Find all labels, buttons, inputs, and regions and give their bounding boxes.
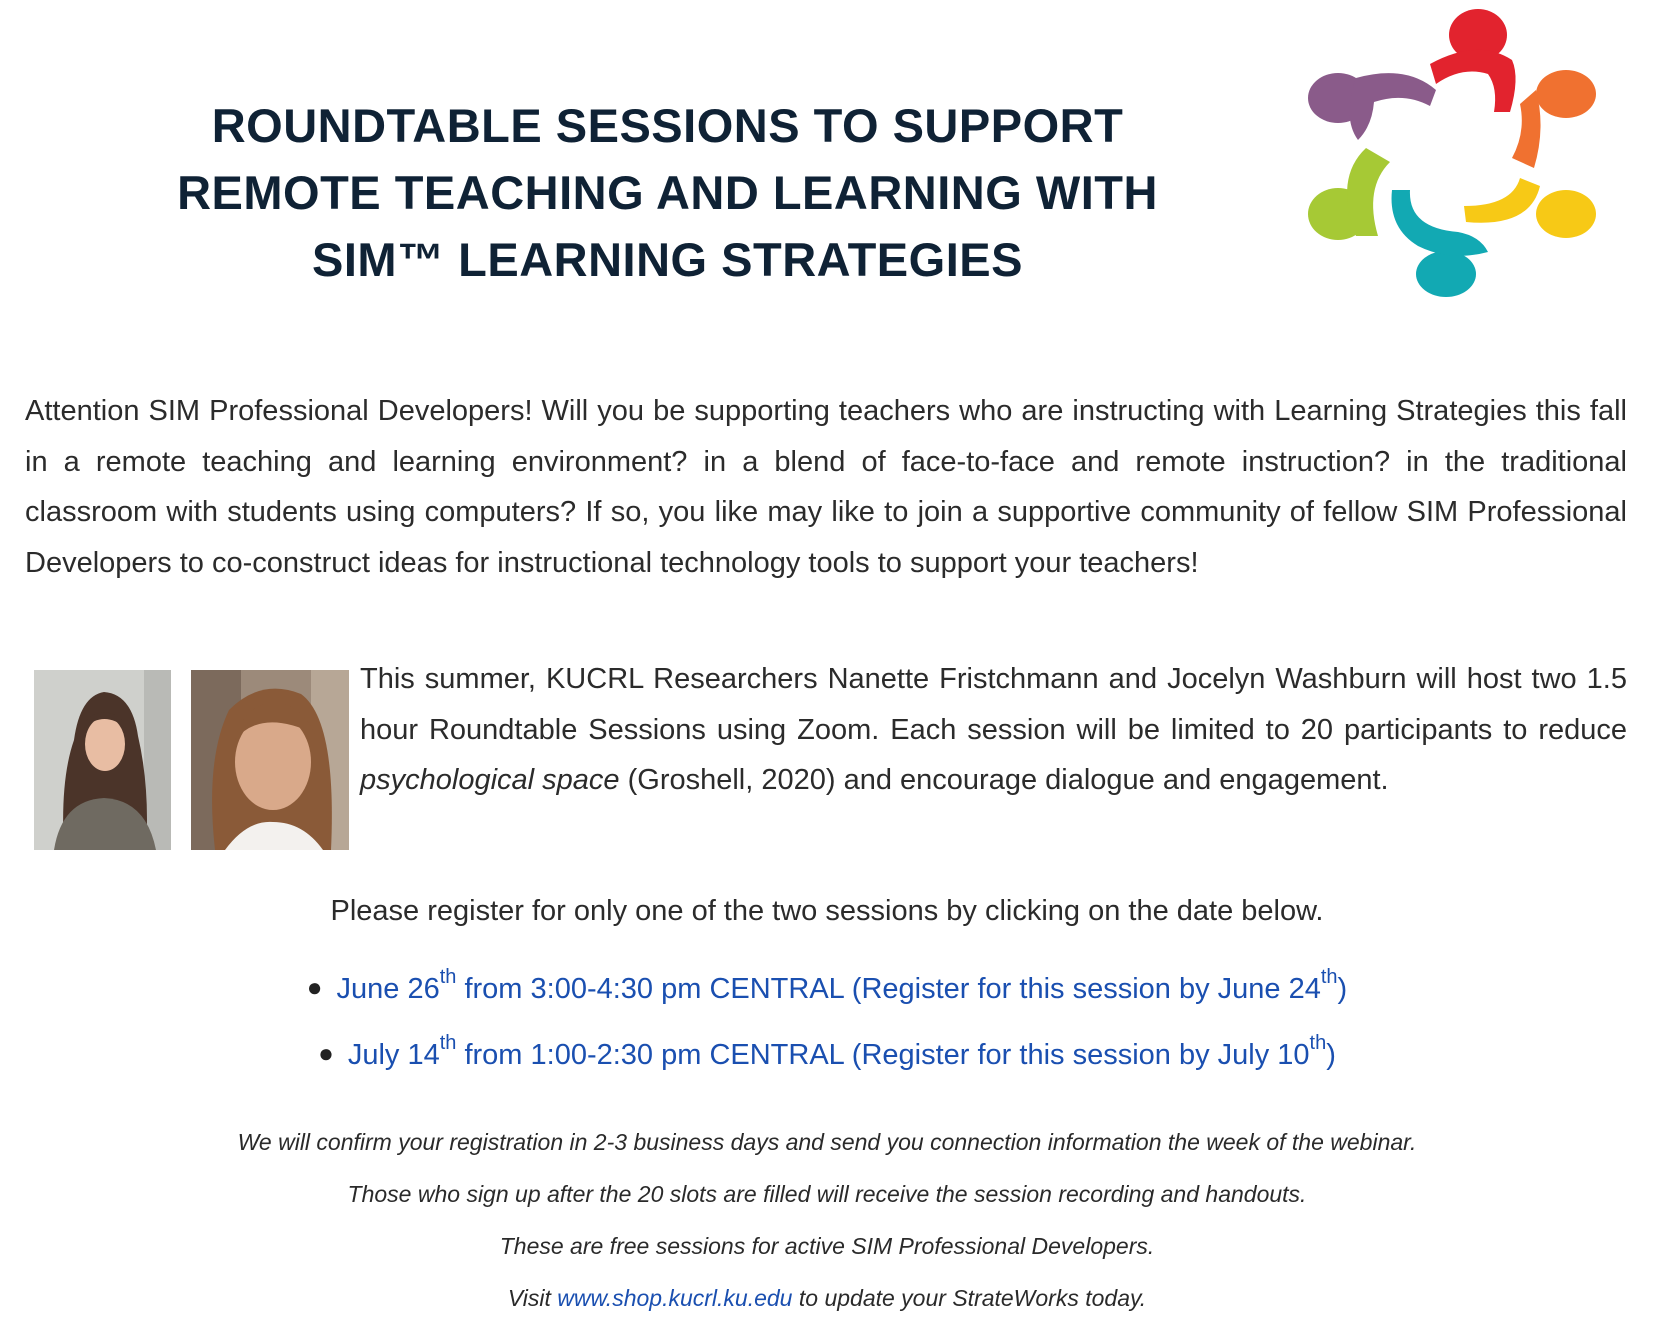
shop-link[interactable]: www.shop.kucrl.ku.edu: [557, 1285, 793, 1311]
title-line-1: ROUNDTABLE SESSIONS TO SUPPORT: [211, 99, 1124, 152]
visit-note: [0, 1283, 1654, 1313]
session-time: from 3:00-4:30 pm CENTRAL (Register for this session by June 24: [456, 973, 1321, 1005]
intro-paragraph: Attention SIM Professional Developers! Will you be supporting teachers who are instructing with Learning Strategies this fall in a remote teaching and learning environment? in a blend of face-to-face and remote instruction? in the traditional classroom with students using computers? If so, you like may like to join a supportive community of fellow SIM Professional Developers to co-construct ideas for instructional technology tools to support your teachers!: [25, 395, 1627, 579]
session-date: June 26: [336, 973, 440, 1005]
host-paragraph: [360, 654, 1627, 806]
visit-suffix: to update your StrateWorks today.: [792, 1285, 1147, 1311]
purple-person: [1308, 73, 1436, 140]
orange-person: [1512, 70, 1596, 168]
session-date: July 14: [347, 1039, 440, 1071]
visit-prefix: Visit: [507, 1285, 558, 1311]
host-photo-jocelyn: [191, 670, 349, 850]
yellow-person: [1464, 178, 1596, 238]
session-close: ): [1326, 1039, 1336, 1071]
session-close: ): [1337, 973, 1348, 1005]
session-time: from 1:00-2:30 pm CENTRAL (Register for this session by July 10: [456, 1039, 1310, 1071]
session-link-june[interactable]: [336, 966, 1348, 1005]
register-instruction: Please register for only one of the two sessions by clicking on the date below.: [330, 895, 1324, 927]
title-line-3: SIM™ LEARNING STRATEGIES: [312, 233, 1023, 286]
host-text-before: This summer, KUCRL Researchers Nanette Fristchmann and Jocelyn Washburn will host two 1.5 hour Roundtable Sessions using Zoom. Each session will be limited to 20 participants to reduce: [360, 663, 1627, 746]
title-line-2: REMOTE TEACHING AND LEARNING WITH: [177, 166, 1158, 219]
host-photo-nanette: [34, 670, 171, 850]
date-suffix: th: [439, 966, 457, 989]
session-link-july[interactable]: [347, 1032, 1336, 1071]
deadline-suffix: th: [1309, 1032, 1327, 1055]
bullet: ●: [306, 972, 323, 1002]
red-person: [1430, 9, 1516, 112]
session-list-item: [0, 1032, 1654, 1075]
bullet: ●: [318, 1038, 334, 1068]
page-title: [140, 92, 1195, 293]
confirmation-note: We will confirm your registration in 2-3 business days and send you connection information the week of the webinar.: [237, 1129, 1417, 1155]
waitlist-note: Those who sign up after the 20 slots are filled will receive the session recording and handouts.: [347, 1181, 1307, 1207]
deadline-suffix: th: [1320, 966, 1338, 989]
green-person: [1308, 148, 1390, 240]
session-list-item: [0, 966, 1654, 1009]
date-suffix: th: [439, 1032, 457, 1055]
free-sessions-note: These are free sessions for active SIM Professional Developers.: [499, 1233, 1155, 1259]
host-text-after: (Groshell, 2020) and encourage dialogue and engagement.: [619, 764, 1389, 796]
roundtable-people-icon: [1308, 8, 1628, 318]
host-text-italic: psychological space: [360, 764, 620, 796]
